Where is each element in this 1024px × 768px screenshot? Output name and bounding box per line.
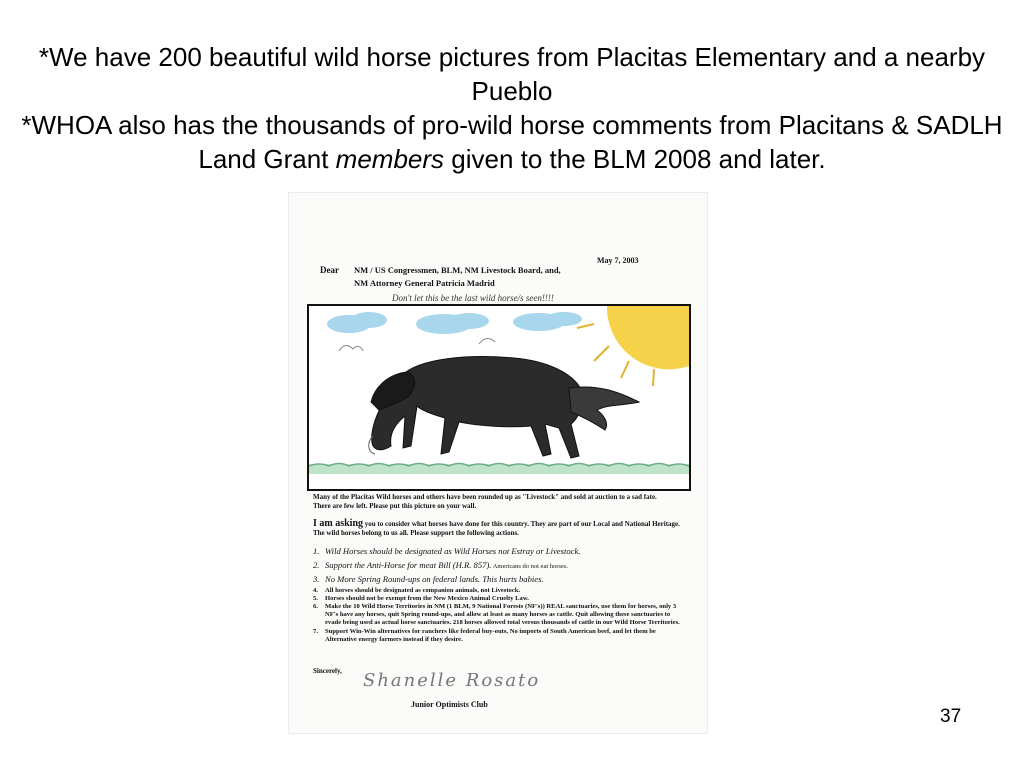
list-item	[313, 587, 685, 595]
item-text: All horses should be designated as companion animals, not Livestock.	[325, 586, 521, 594]
action-list	[313, 545, 685, 644]
horse-drawing-image	[309, 306, 689, 489]
item-text: Make the 10 Wild Horse Territories in NM (1 BLM, 9 National Forests (NF's)) REAL sanctuaries, use them for horses, only 3 NF's have any horses, quit Spring round-ups, and allow at least as many horses as cattle. Quit allowing these sanctuaries to evade being used as actual horse sanctuaries. 218 horses allowed total versus thousands of cattle in our Wild Horse Territories.	[325, 602, 680, 627]
title-line-2	[20, 108, 1004, 176]
letter-slogan: Don't let this be the last wild horse/s seen!!!!	[392, 293, 554, 303]
item-number: 7.	[313, 627, 318, 635]
item-text: Support the Anti-Horse for meat Bill (H.R. 857).	[325, 559, 492, 570]
asking-rest: you to consider what horses have done for this country. They are part of our Local and National Heritage. The wild horses belong to us all. Please support the following actions.	[313, 520, 680, 537]
letter-asking	[313, 519, 685, 538]
list-item	[313, 628, 685, 644]
title-line-2-italic: members	[335, 144, 445, 174]
list-item	[313, 595, 685, 603]
letter-closing: Sincerely,	[313, 667, 342, 675]
horse-figure	[371, 357, 639, 458]
item-text: Support Win-Win alternatives for ranchers like federal buy-outs, No imports of South American beef, and let them be Alternative energy farmers instead if they desire.	[325, 627, 656, 643]
list-item	[313, 573, 685, 587]
title-line-2-start: *WHOA also has the thousands of pro-wild horse comments from Placitans & SADLH Land Grant	[21, 110, 1003, 174]
letter-date: May 7, 2003	[597, 256, 639, 265]
item-number: 5.	[313, 594, 318, 602]
title-line-2-end: given to the BLM 2008 and later.	[444, 144, 826, 174]
letter-address-line-2: NM Attorney General Patricia Madrid	[354, 278, 495, 288]
item-extra: Americans do not eat horses.	[491, 562, 568, 570]
page-number: 37	[940, 706, 962, 727]
club-name: Junior Optimists Club	[411, 700, 488, 709]
sun-shape	[607, 306, 689, 369]
title-line-1: *We have 200 beautiful wild horse pictures from Placitas Elementary and a nearby Pueblo	[38, 42, 986, 106]
clouds	[327, 312, 582, 334]
horse-drawing	[307, 304, 691, 491]
item-number: 2.	[313, 559, 320, 570]
item-number: 4.	[313, 586, 318, 594]
asking-lead: I am asking	[313, 518, 364, 529]
letter-intro: Many of the Placitas Wild horses and others have been rounded up as "Livestock" and sold at auction to a sad fate. There are few left. Please put this picture on your wall.	[313, 493, 657, 510]
letter-salutation: Dear	[320, 265, 339, 275]
letter-address-line-1: NM / US Congressmen, BLM, NM Livestock Board, and,	[354, 265, 561, 275]
list-item	[313, 559, 685, 574]
item-text: Horses should not be exempt from the New Mexico Animal Cruelty Law.	[325, 594, 529, 602]
item-text: Wild Horses should be designated as Wild Horses not Estray or Livestock.	[325, 546, 581, 556]
item-number: 3.	[313, 574, 320, 584]
item-number: 1.	[313, 546, 320, 556]
item-text: No More Spring Round-ups on federal lands. This hurts babies.	[325, 574, 544, 584]
scanned-letter	[289, 193, 707, 733]
cloud-outlines	[339, 338, 495, 351]
item-number: 6.	[313, 602, 318, 610]
signature: Shanelle Rosato	[363, 670, 541, 691]
list-item	[313, 545, 685, 559]
list-item	[313, 603, 685, 628]
slide-title	[20, 40, 1004, 176]
